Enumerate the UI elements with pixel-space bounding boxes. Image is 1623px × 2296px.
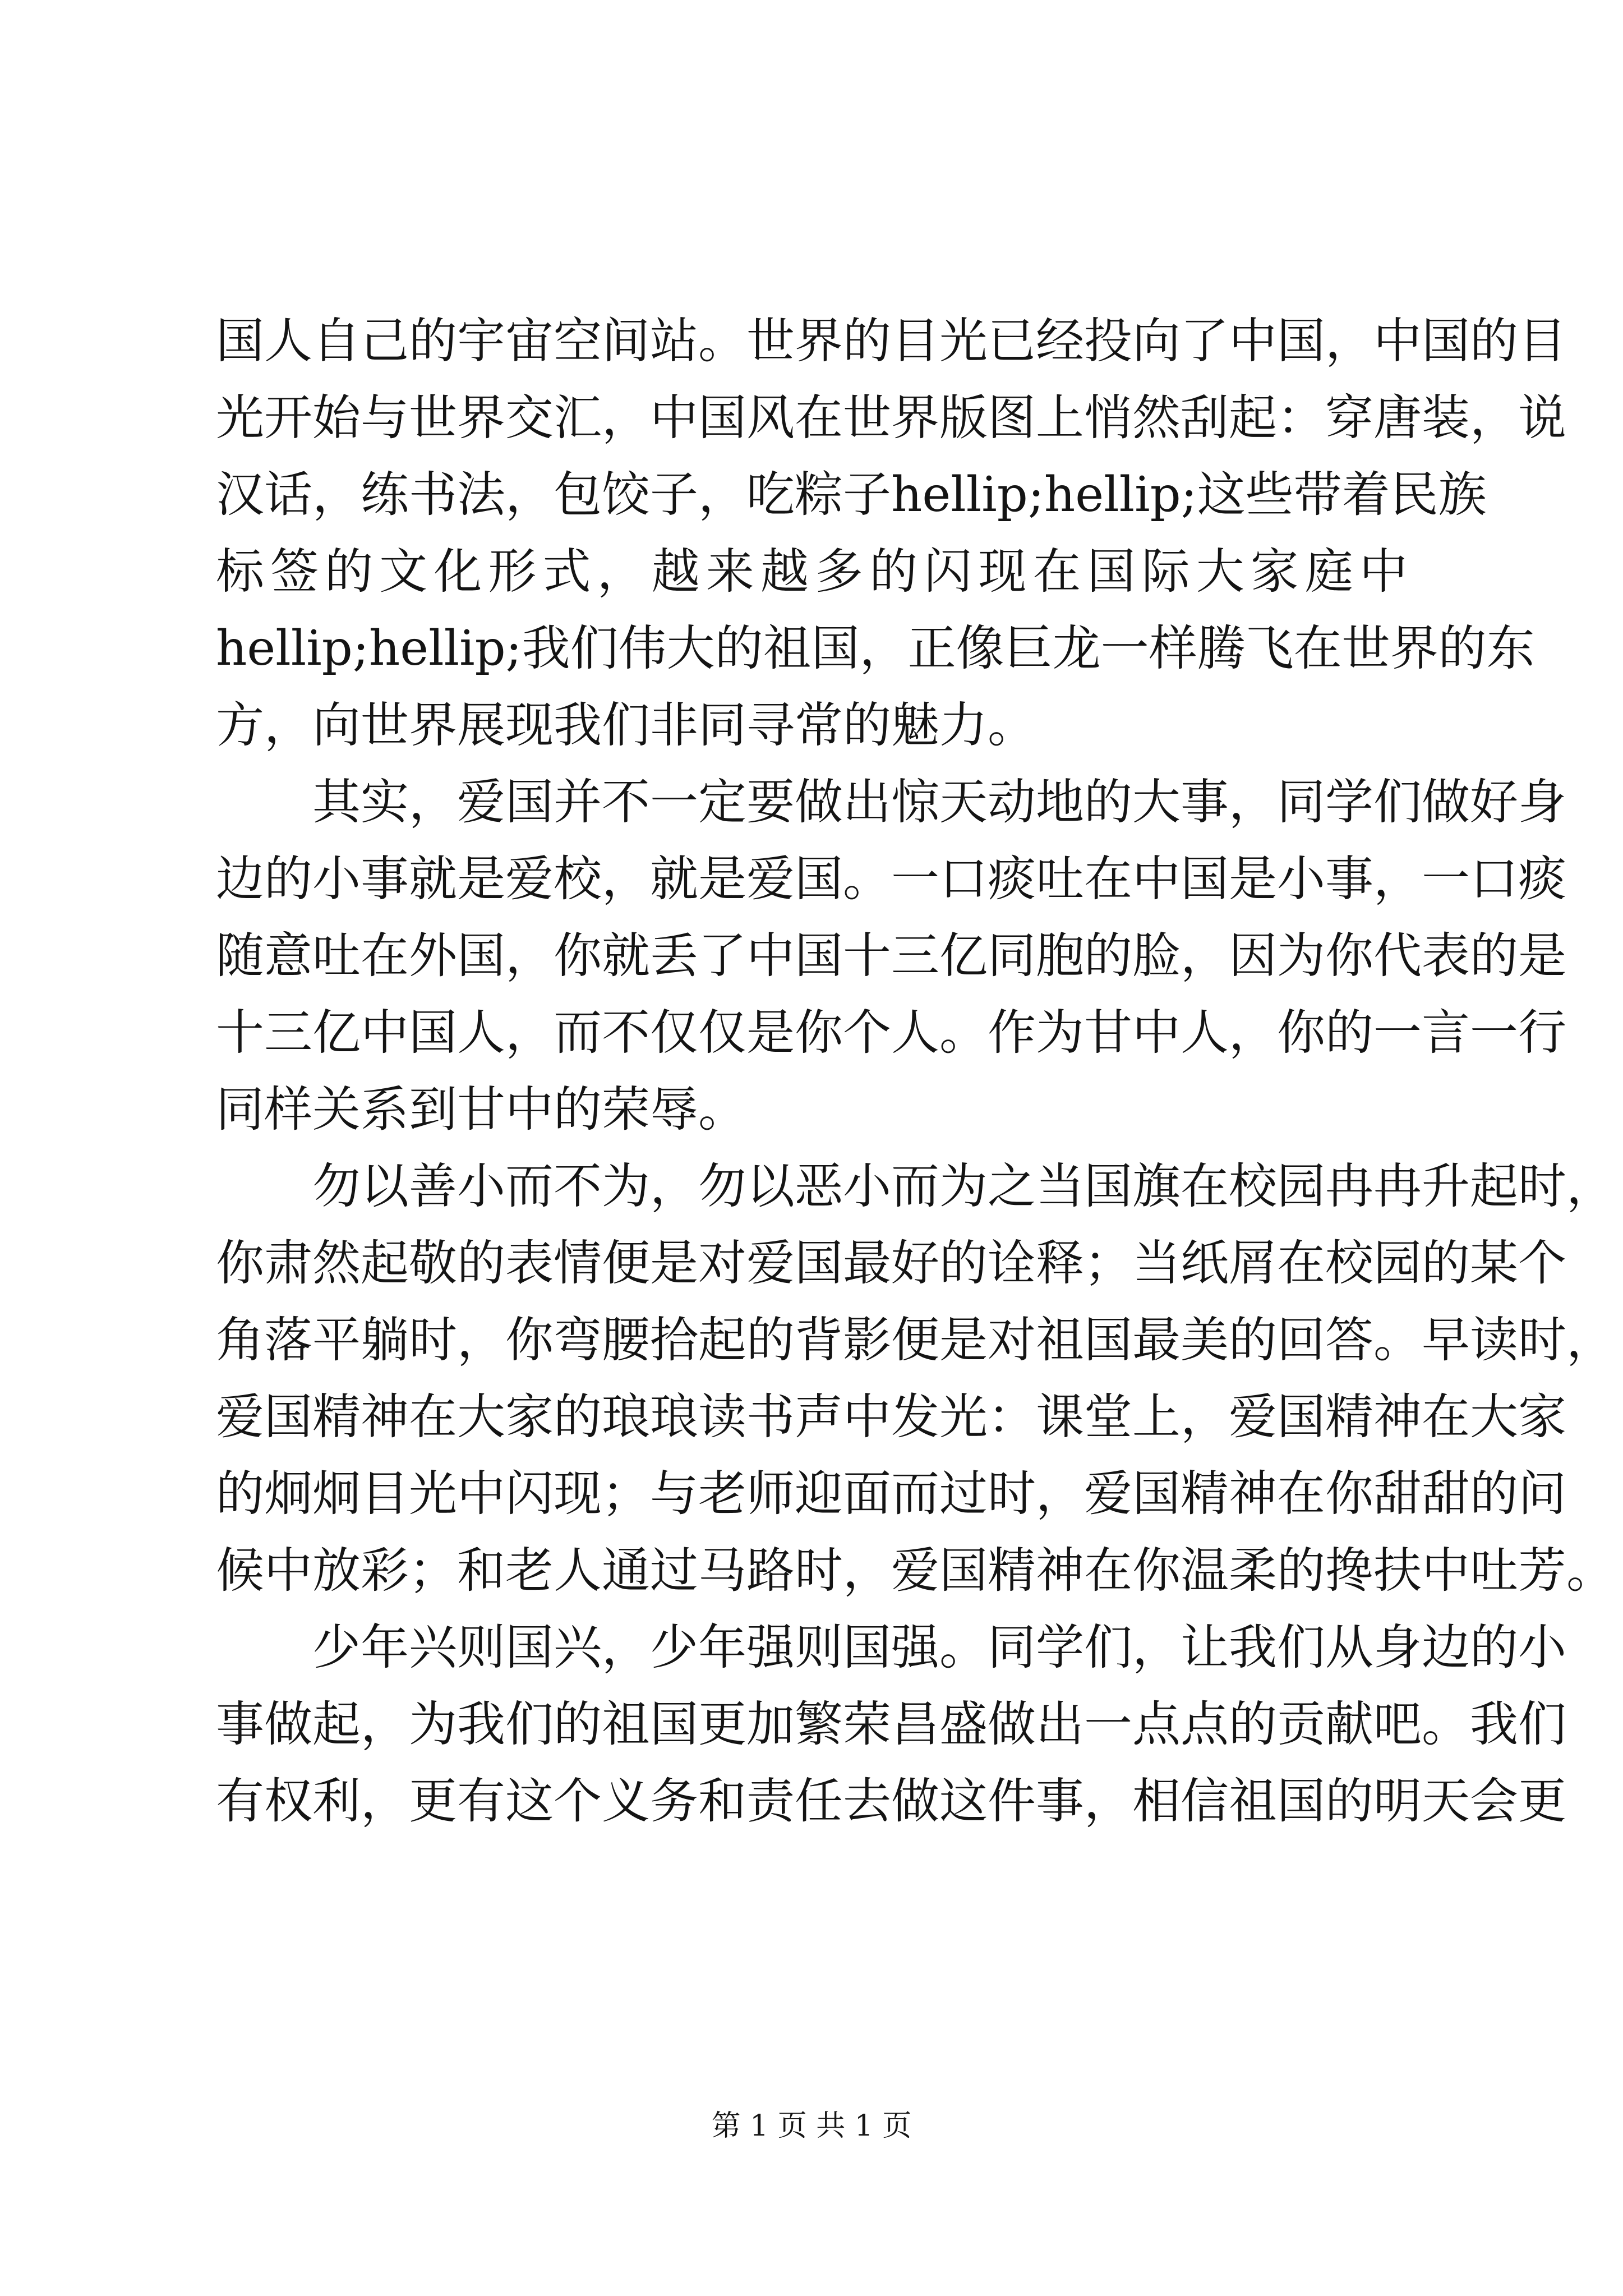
page-footer: 第 1 页 共 1 页 bbox=[711, 2109, 912, 2143]
paragraph-first-line: 少年兴则国兴，少年强则国强。同学们，让我们从身边的小 bbox=[312, 1619, 1566, 1676]
text-line: 汉话，练书法，包饺子，吃粽子hellip;hellip;这些带着民族 bbox=[216, 467, 1487, 523]
paragraph-first-line: 其实，爱国并不一定要做出惊天动地的大事，同学们做好身 bbox=[312, 774, 1566, 830]
text-line: hellip;hellip;我们伟大的祖国，正像巨龙一样腾飞在世界的东 bbox=[216, 620, 1535, 677]
text-line: 随意吐在外国，你就丢了中国十三亿同胞的脸，因为你代表的是 bbox=[216, 928, 1566, 984]
text-line: 有权利，更有这个义务和责任去做这件事，相信祖国的明天会更 bbox=[216, 1773, 1566, 1829]
text-line: 标签的文化形式，越来越多的闪现在国际大家庭中 bbox=[216, 544, 1408, 600]
text-line: 角落平躺时，你弯腰拾起的背影便是对祖国最美的回答。早读时， bbox=[216, 1312, 1615, 1368]
text-line: 事做起，为我们的祖国更加繁荣昌盛做出一点点的贡献吧。我们 bbox=[216, 1696, 1566, 1752]
text-line: 光开始与世界交汇，中国风在世界版图上悄然刮起：穿唐装，说 bbox=[216, 390, 1566, 446]
paragraph-first-line: 勿以善小而不为，勿以恶小而为之当国旗在校园冉冉升起时， bbox=[312, 1158, 1615, 1214]
text-line: 爱国精神在大家的琅琅读书声中发光：课堂上，爱国精神在大家 bbox=[216, 1389, 1566, 1445]
text-line: 十三亿中国人，而不仅仅是你个人。作为甘中人，你的一言一行 bbox=[216, 1005, 1566, 1061]
text-line: 边的小事就是爱校，就是爱国。一口痰吐在中国是小事，一口痰 bbox=[216, 851, 1566, 907]
text-line: 方，向世界展现我们非同寻常的魅力。 bbox=[216, 697, 1036, 753]
text-line: 的炯炯目光中闪现；与老师迎面而过时，爱国精神在你甜甜的问 bbox=[216, 1466, 1566, 1522]
text-line: 你肃然起敬的表情便是对爱国最好的诠释；当纸屑在校园的某个 bbox=[216, 1235, 1566, 1291]
text-line: 同样关系到甘中的荣辱。 bbox=[216, 1082, 746, 1138]
text-line: 候中放彩；和老人通过马路时，爱国精神在你温柔的搀扶中吐芳。 bbox=[216, 1543, 1615, 1599]
text-line: 国人自己的宇宙空间站。世界的目光已经投向了中国，中国的目 bbox=[216, 313, 1566, 369]
